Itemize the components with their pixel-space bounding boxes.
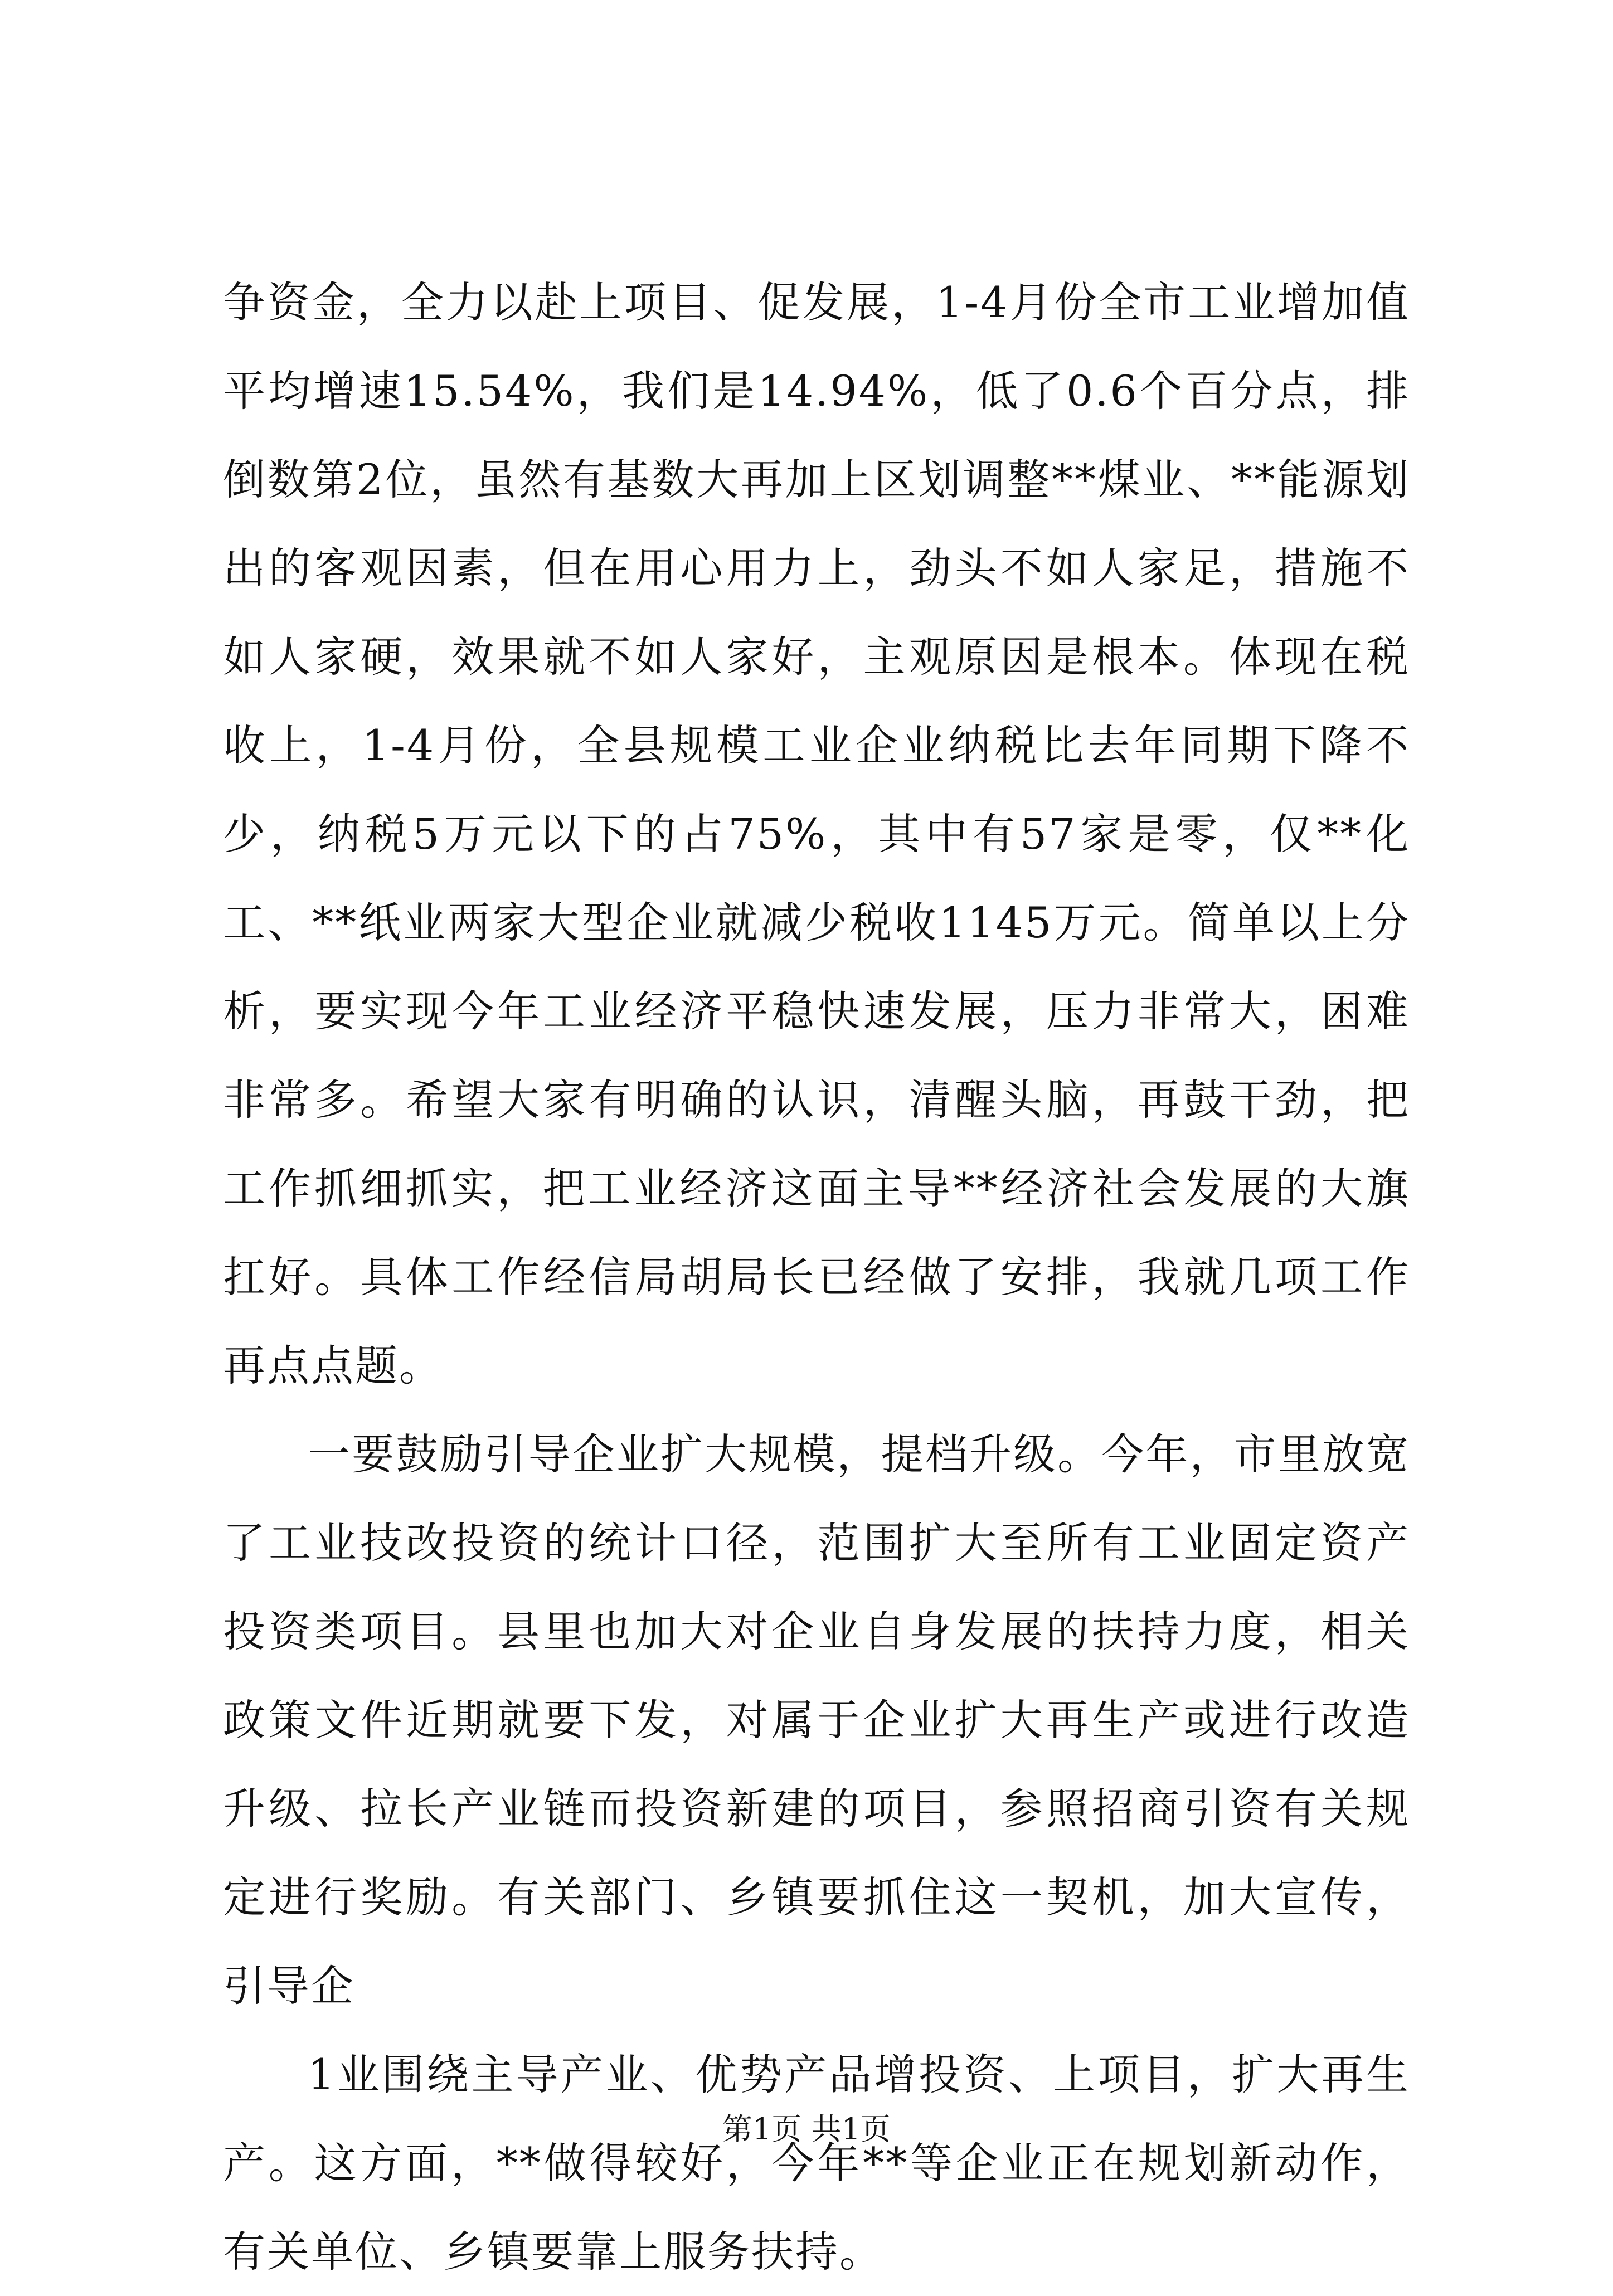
document-body (223, 258, 1410, 2296)
page-number: 第1页 共1页 (722, 2112, 891, 2147)
paragraph: 1业围绕主导产业、优势产品增投资、上项目，扩大再生产。这方面，**做得较好，今年**等企业正在规划新动作，有关单位、乡镇要靠上服务扶持。 (223, 2050, 1410, 2276)
paragraph: 争资金，全力以赴上项目、促发展，1-4月份全市工业增加值平均增速15.54%，我们是14.94%，低了0.6个百分点，排倒数第2位，虽然有基数大再加上区划调整**煤业、**能源划出的客观因素，但在用心用力上，劲头不如人家足，措施不如人家硬，效果就不如人家好，主观原因是根本。体现在税收上，1-4月份，全县规模工业企业纳税比去年同期下降不少，纳税5万元以下的占75%，其中有57家是零，仅**化工、**纸业两家大型企业就减少税收1145万元。简单以上分析，要实现今年工业经济平稳快速发展，压力非常大，困难非常多。希望大家有明确的认识，清醒头脑，再鼓干劲，把工作抓细抓实，把工业经济这面主导**经济社会发展的大旗扛好。具体工作经信局胡局长已经做了安排，我就几项工作再点点题。 (223, 278, 1410, 1390)
page-footer (0, 2105, 1613, 2148)
paragraph: 一要鼓励引导企业扩大规模，提档升级。今年，市里放宽了工业技改投资的统计口径，范围扩大至所有工业固定资产投资类项目。县里也加大对企业自身发展的扶持力度，相关政策文件近期就要下发，对属于企业扩大再生产或进行改造升级、拉长产业链而投资新建的项目，参照招商引资有关规定进行奖励。有关部门、乡镇要抓住这一契机，加大宣传，引导企 (223, 1429, 1410, 2011)
